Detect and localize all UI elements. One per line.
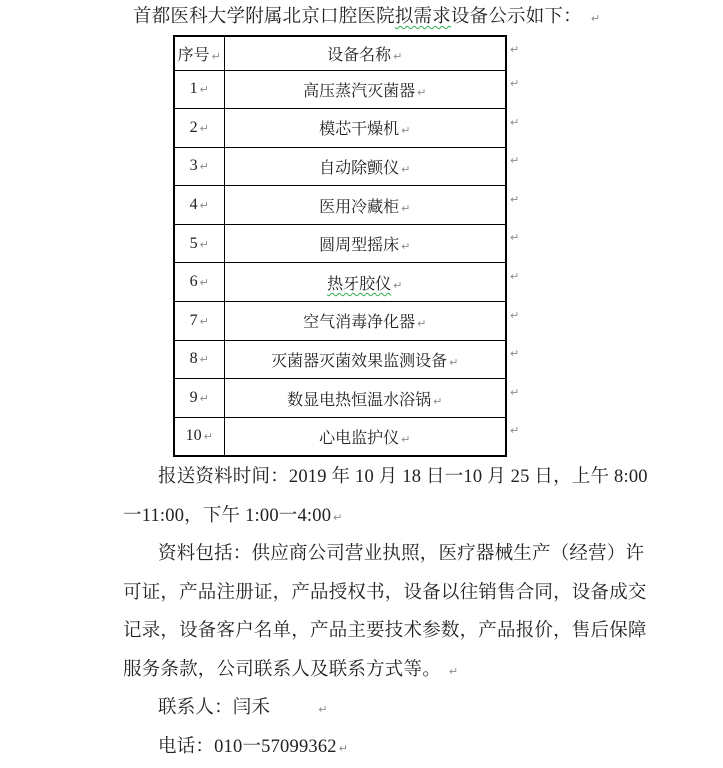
row-end-mark-cell xyxy=(506,186,532,225)
equipment-table xyxy=(173,35,533,457)
body-line xyxy=(123,458,683,497)
line-end-mark-icon: ↵ xyxy=(449,355,459,369)
row-end-mark-cell xyxy=(506,36,532,70)
cell-index xyxy=(174,70,224,109)
equipment-name-text: 医用冷藏柜 xyxy=(319,198,400,216)
cell-equipment-name xyxy=(224,109,506,148)
cell-equipment-name xyxy=(224,147,506,186)
cell-equipment-name xyxy=(224,417,506,456)
row-number: 1 xyxy=(189,80,198,98)
paragraph-mark-icon: ↵ xyxy=(590,12,601,25)
cell-equipment-name xyxy=(224,263,506,302)
body-line-text: 联系人：闫禾 xyxy=(158,698,271,718)
row-end-mark-cell xyxy=(506,302,532,341)
cell-index xyxy=(174,109,224,148)
line-end-mark-icon: ↵ xyxy=(510,115,520,129)
cell-index xyxy=(174,263,224,302)
line-end-mark-icon: ↵ xyxy=(401,124,411,138)
line-end-mark-icon: ↵ xyxy=(199,199,209,213)
cell-index xyxy=(174,186,224,225)
row-number: 9 xyxy=(189,389,198,407)
cell-end-mark-icon: ↵ xyxy=(211,49,221,63)
line-end-mark-icon: ↵ xyxy=(510,308,520,322)
header-name-label: 设备名称 xyxy=(327,46,392,64)
cell-equipment-name xyxy=(224,70,506,109)
equipment-name-text: 心电监护仪 xyxy=(319,429,400,447)
body-line xyxy=(123,574,683,613)
table-row xyxy=(174,224,532,263)
body-line xyxy=(123,651,683,690)
body-line xyxy=(123,535,683,574)
cell-index xyxy=(174,417,224,456)
row-number: 6 xyxy=(189,273,198,291)
line-end-mark-icon: ↵ xyxy=(417,317,427,331)
line-end-mark-icon: ↵ xyxy=(401,201,411,215)
title-spellcheck-flagged-text: 拟需求 xyxy=(394,7,451,27)
line-end-mark-icon: ↵ xyxy=(510,424,520,438)
cell-equipment-name xyxy=(224,302,506,341)
cell-index xyxy=(174,379,224,418)
table-row xyxy=(174,186,532,225)
title-text-part1: 首都医科大学附属北京口腔医院 xyxy=(133,7,395,27)
line-end-mark-icon: ↵ xyxy=(510,154,520,168)
paragraph-submission-time xyxy=(123,458,683,535)
row-number: 3 xyxy=(189,157,198,175)
line-end-mark-icon: ↵ xyxy=(199,314,209,328)
row-end-mark-cell xyxy=(506,224,532,263)
line-end-mark-icon: ↵ xyxy=(417,85,427,99)
line-end-mark-icon: ↵ xyxy=(401,432,411,446)
body-line xyxy=(123,728,683,767)
table-header-row xyxy=(174,36,532,70)
paragraph-contact-phone xyxy=(123,728,683,767)
cell-index xyxy=(174,224,224,263)
row-end-mark-cell xyxy=(506,147,532,186)
header-index-label: 序号 xyxy=(177,46,210,64)
paragraph-materials-required xyxy=(123,535,683,689)
table-row xyxy=(174,70,532,109)
line-end-mark-icon: ↵ xyxy=(199,121,209,135)
body-line xyxy=(123,612,683,651)
line-end-mark-icon: ↵ xyxy=(510,269,520,283)
body-line-text: 可证，产品注册证，产品授权书，设备以往销售合同，设备成交 xyxy=(123,582,647,603)
line-end-mark-icon: ↵ xyxy=(510,231,520,245)
cell-end-mark-icon: ↵ xyxy=(393,49,403,63)
body-line-text: 服务条款，公司联系人及联系方式等。 xyxy=(123,659,441,680)
row-number: 4 xyxy=(189,196,198,214)
line-end-mark-icon: ↵ xyxy=(510,192,520,206)
line-end-mark-icon: ↵ xyxy=(199,392,209,406)
cell-equipment-name xyxy=(224,224,506,263)
row-end-mark-cell xyxy=(506,70,532,109)
body-line xyxy=(123,497,683,536)
table-row xyxy=(174,379,532,418)
cell-equipment-name xyxy=(224,379,506,418)
line-end-mark-icon: ↵ xyxy=(338,741,348,755)
equipment-name-text: 圆周型摇床 xyxy=(319,237,400,255)
line-end-mark-icon: ↵ xyxy=(510,385,520,399)
line-end-mark-icon: ↵ xyxy=(510,347,520,361)
table-row xyxy=(174,417,532,456)
row-number: 8 xyxy=(189,350,198,368)
equipment-table-head xyxy=(174,36,532,70)
equipment-name-text: 模芯干燥机 xyxy=(319,121,400,139)
body-line-text: 电话：010一57099362 xyxy=(158,736,337,757)
cell-index xyxy=(174,302,224,341)
body-line-text: 一11:00，下午 1:00一4:00 xyxy=(123,505,332,526)
equipment-name-text: 热牙胶仪 xyxy=(327,275,392,293)
line-end-mark-icon: ↵ xyxy=(401,162,411,176)
body-line xyxy=(123,689,683,728)
table-row xyxy=(174,109,532,148)
body-line-text: 资料包括：供应商公司营业执照，医疗器械生产（经营）许 xyxy=(158,544,645,564)
body-line-text: 报送资料时间：2019 年 10 月 18 日一10 月 25 日，上午 8:00 xyxy=(158,467,648,487)
line-end-mark-icon: ↵ xyxy=(199,276,209,290)
line-end-mark-icon: ↵ xyxy=(199,160,209,174)
line-end-mark-icon: ↵ xyxy=(448,664,459,678)
line-end-mark-icon: ↵ xyxy=(393,278,403,292)
line-end-mark-icon: ↵ xyxy=(199,353,209,367)
equipment-name-text: 高压蒸汽灭菌器 xyxy=(303,82,416,100)
equipment-name-text: 自动除颤仪 xyxy=(319,159,400,177)
row-end-mark-cell xyxy=(506,340,532,379)
row-end-mark-cell xyxy=(506,417,532,456)
line-end-mark-icon: ↵ xyxy=(318,703,328,716)
body-paragraphs xyxy=(123,458,683,766)
row-number: 2 xyxy=(189,118,198,136)
cell-equipment-name xyxy=(224,186,506,225)
cell-index xyxy=(174,340,224,379)
equipment-name-text: 灭菌器灭菌效果监测设备 xyxy=(271,352,448,370)
line-end-mark-icon: ↵ xyxy=(510,77,520,90)
line-end-mark-icon: ↵ xyxy=(401,240,411,254)
table-row xyxy=(174,147,532,186)
title-text-part2: 设备公示如下： xyxy=(450,7,582,27)
row-number: 10 xyxy=(185,427,202,445)
row-end-mark-cell xyxy=(506,263,532,302)
header-cell-index xyxy=(174,36,224,70)
table-row xyxy=(174,302,532,341)
line-end-mark-icon: ↵ xyxy=(199,83,209,97)
row-end-mark-cell xyxy=(506,109,532,148)
row-end-mark-icon: ↵ xyxy=(510,43,520,56)
table-row xyxy=(174,340,532,379)
paragraph-contact-person xyxy=(123,689,683,728)
table-row xyxy=(174,263,532,302)
line-end-mark-icon: ↵ xyxy=(199,237,209,251)
line-end-mark-icon: ↵ xyxy=(433,394,443,408)
row-number: 7 xyxy=(189,311,198,329)
equipment-name-text: 空气消毒净化器 xyxy=(303,314,416,332)
page-title xyxy=(133,4,600,32)
equipment-name-text: 数显电热恒温水浴锅 xyxy=(287,391,432,409)
line-end-mark-icon: ↵ xyxy=(203,430,213,444)
row-number: 5 xyxy=(189,234,198,252)
cell-equipment-name xyxy=(224,340,506,379)
equipment-table-body xyxy=(174,70,532,456)
header-cell-name xyxy=(224,36,506,70)
line-end-mark-icon: ↵ xyxy=(333,510,343,524)
cell-index xyxy=(174,147,224,186)
row-end-mark-cell xyxy=(506,379,532,418)
body-line-text: 记录，设备客户名单，产品主要技术参数，产品报价，售后保障 xyxy=(123,621,647,641)
